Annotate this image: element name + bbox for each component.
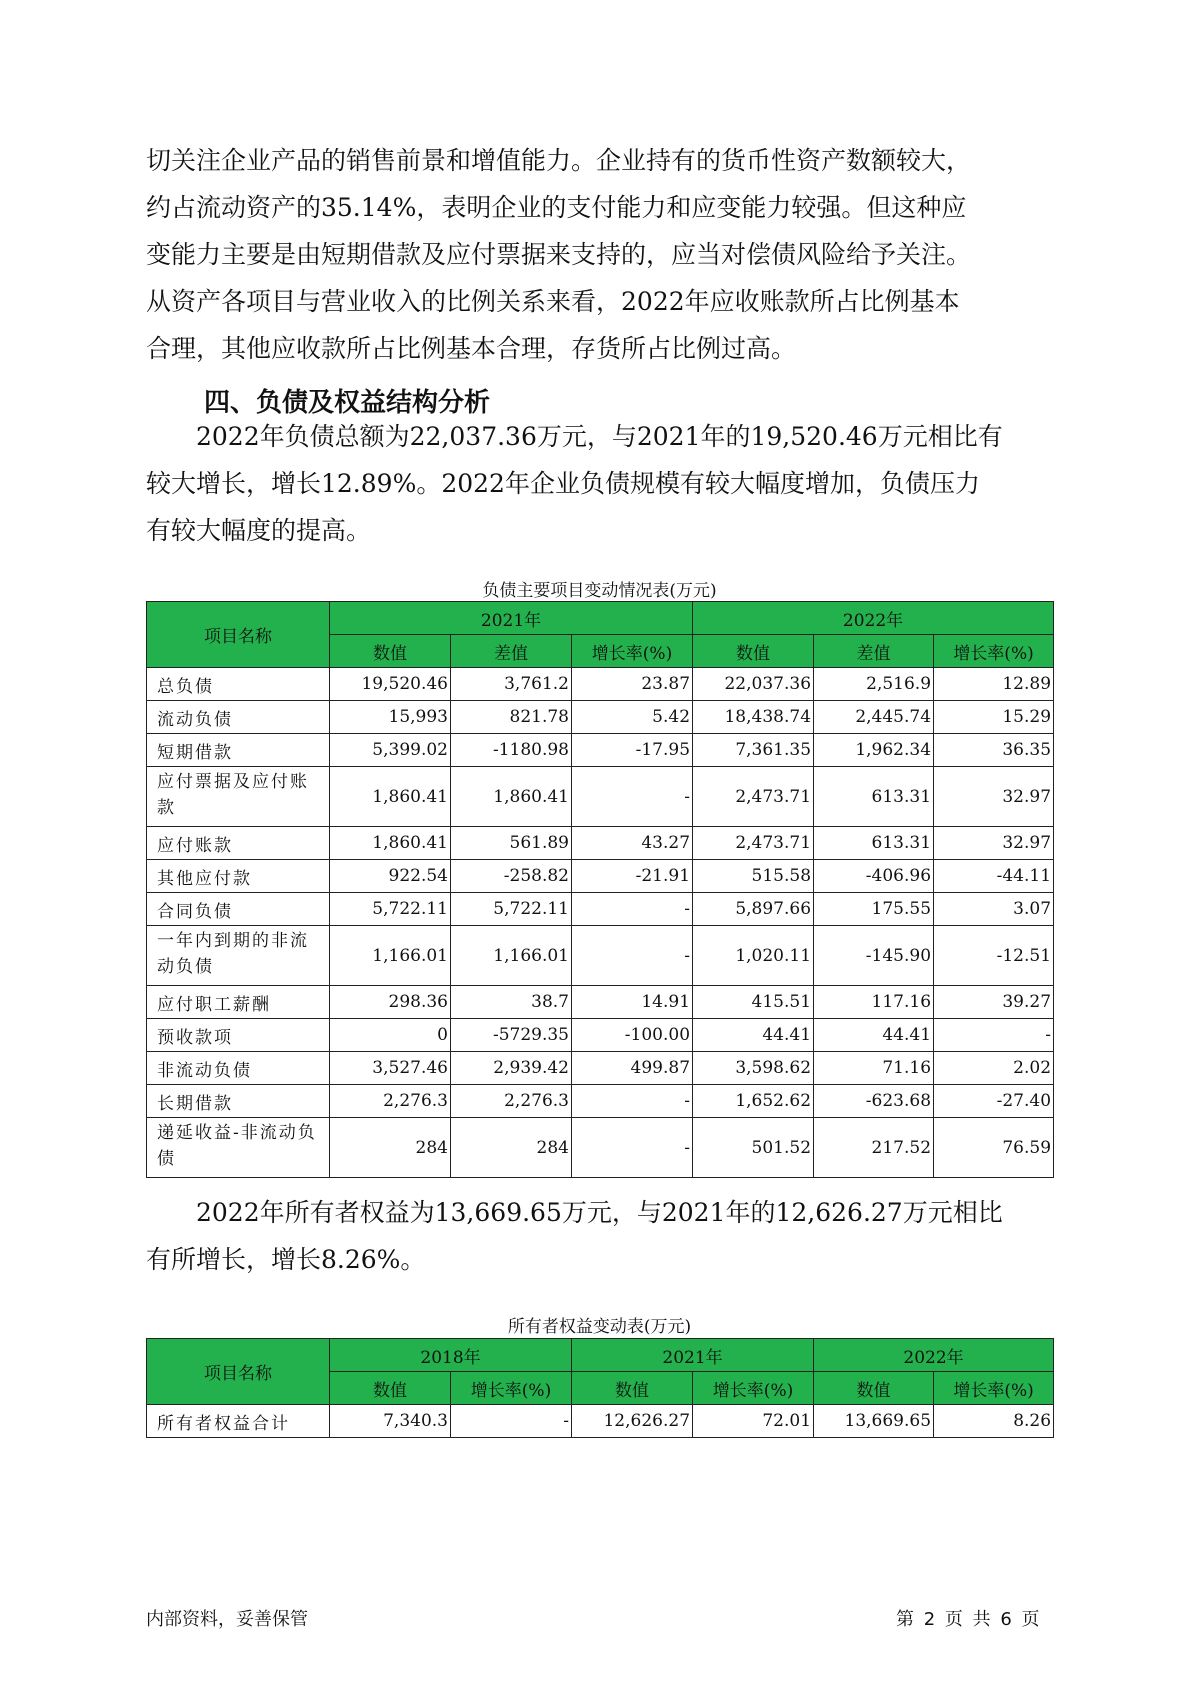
table-cell: 0 — [330, 1019, 451, 1052]
table-cell: 38.7 — [451, 986, 572, 1019]
table-cell: 22,037.36 — [693, 668, 814, 701]
table-cell: - — [572, 1085, 693, 1118]
table-cell: 1,020.11 — [693, 926, 814, 986]
table-cell: 515.58 — [693, 860, 814, 893]
table-cell: 15,993 — [330, 701, 451, 734]
subheader: 差值 — [814, 635, 934, 668]
column-header-name: 项目名称 — [147, 1339, 330, 1405]
paragraph-line: 2022年负债总额为22,037.36万元，与2021年的19,520.46万元相比有 — [196, 422, 1003, 451]
section-heading: 四、负债及权益结构分析 — [204, 388, 491, 418]
table-cell: -623.68 — [814, 1085, 934, 1118]
table-cell: 175.55 — [814, 893, 934, 926]
row-label: 应付票据及应付账款 — [147, 767, 330, 827]
year-header: 2022年 — [814, 1339, 1054, 1372]
table-cell: 12,626.27 — [572, 1405, 693, 1438]
subheader: 增长率(%) — [934, 635, 1054, 668]
table-cell: 415.51 — [693, 986, 814, 1019]
table-cell: 613.31 — [814, 767, 934, 827]
table-cell: 922.54 — [330, 860, 451, 893]
table-cell: 1,166.01 — [451, 926, 572, 986]
table-cell: -21.91 — [572, 860, 693, 893]
liability-table — [146, 601, 1054, 1178]
table-cell: 499.87 — [572, 1052, 693, 1085]
table-cell: 5,722.11 — [330, 893, 451, 926]
table-cell: - — [572, 926, 693, 986]
table-cell: -1180.98 — [451, 734, 572, 767]
year-header: 2021年 — [572, 1339, 814, 1372]
table-cell: 76.59 — [934, 1118, 1054, 1178]
paragraph-line: 有所增长，增长8.26%。 — [146, 1245, 426, 1274]
table-cell: 32.97 — [934, 827, 1054, 860]
table-cell: -27.40 — [934, 1085, 1054, 1118]
table-cell: 44.41 — [693, 1019, 814, 1052]
table-cell: - — [572, 767, 693, 827]
table-cell: 1,860.41 — [330, 827, 451, 860]
subheader: 增长率(%) — [572, 635, 693, 668]
liability-paragraph — [146, 413, 1046, 554]
table-cell: 298.36 — [330, 986, 451, 1019]
paragraph-line: 约占流动资产的35.14%，表明企业的支付能力和应变能力较强。但这种应 — [146, 193, 967, 222]
table-cell: 501.52 — [693, 1118, 814, 1178]
table-cell: -5729.35 — [451, 1019, 572, 1052]
row-label: 长期借款 — [147, 1085, 330, 1118]
table-cell: 13,669.65 — [814, 1405, 934, 1438]
table-cell: 3,598.62 — [693, 1052, 814, 1085]
table-cell: -44.11 — [934, 860, 1054, 893]
table-cell: 2,939.42 — [451, 1052, 572, 1085]
table-cell: 561.89 — [451, 827, 572, 860]
column-header-name: 项目名称 — [147, 602, 330, 668]
table-caption: 所有者权益变动表(万元) — [507, 1317, 692, 1337]
table-cell: 117.16 — [814, 986, 934, 1019]
table-cell: 44.41 — [814, 1019, 934, 1052]
subheader: 数值 — [693, 635, 814, 668]
table-cell: 14.91 — [572, 986, 693, 1019]
table-cell: - — [451, 1405, 572, 1438]
row-label: 非流动负债 — [147, 1052, 330, 1085]
table-row — [147, 767, 1054, 827]
equity-paragraph — [146, 1189, 1046, 1283]
row-label: 流动负债 — [147, 701, 330, 734]
table-cell: 72.01 — [693, 1405, 814, 1438]
table-cell: 23.87 — [572, 668, 693, 701]
table-cell: 284 — [330, 1118, 451, 1178]
table-cell: 284 — [451, 1118, 572, 1178]
table-row — [147, 668, 1054, 701]
table-cell: 15.29 — [934, 701, 1054, 734]
table-row — [147, 701, 1054, 734]
paragraph-line: 合理，其他应收款所占比例基本合理，存货所占比例过高。 — [146, 334, 797, 363]
year-header: 2022年 — [693, 602, 1054, 635]
table-cell: 7,340.3 — [330, 1405, 451, 1438]
subheader: 增长率(%) — [934, 1372, 1054, 1405]
table-caption: 负债主要项目变动情况表(万元) — [482, 581, 717, 601]
row-label: 短期借款 — [147, 734, 330, 767]
table-cell: 3,761.2 — [451, 668, 572, 701]
table-cell: 12.89 — [934, 668, 1054, 701]
table-row — [147, 893, 1054, 926]
table-row — [147, 986, 1054, 1019]
row-label: 其他应付款 — [147, 860, 330, 893]
subheader: 数值 — [330, 635, 451, 668]
equity-table — [146, 1338, 1054, 1438]
subheader: 数值 — [330, 1372, 451, 1405]
table-cell: 821.78 — [451, 701, 572, 734]
paragraph-line: 2022年所有者权益为13,669.65万元，与2021年的12,626.27万元相比 — [196, 1198, 1003, 1227]
table-cell: 217.52 — [814, 1118, 934, 1178]
table-cell: 7,361.35 — [693, 734, 814, 767]
year-header: 2021年 — [330, 602, 693, 635]
table-cell: 2,445.74 — [814, 701, 934, 734]
table-row — [147, 1052, 1054, 1085]
table-cell: 2,473.71 — [693, 827, 814, 860]
table-row — [147, 827, 1054, 860]
table-row — [147, 926, 1054, 986]
paragraph-line: 切关注企业产品的销售前景和增值能力。企业持有的货币性资产数额较大， — [146, 146, 972, 175]
table-cell: 2,276.3 — [451, 1085, 572, 1118]
paragraph-line: 变能力主要是由短期借款及应付票据来支持的，应当对偿债风险给予关注。 — [146, 240, 972, 269]
row-label: 预收款项 — [147, 1019, 330, 1052]
table-cell: 3.07 — [934, 893, 1054, 926]
table-body — [147, 668, 1054, 1178]
table-cell: 5,722.11 — [451, 893, 572, 926]
table-cell: - — [572, 1118, 693, 1178]
table-cell: 2.02 — [934, 1052, 1054, 1085]
row-label: 总负债 — [147, 668, 330, 701]
table-cell: -145.90 — [814, 926, 934, 986]
row-label: 应付账款 — [147, 827, 330, 860]
table-cell: 1,652.62 — [693, 1085, 814, 1118]
subheader: 增长率(%) — [451, 1372, 572, 1405]
subheader: 增长率(%) — [693, 1372, 814, 1405]
row-label: 一年内到期的非流动负债 — [147, 926, 330, 986]
table-row — [147, 1405, 1054, 1438]
table-row — [147, 860, 1054, 893]
row-label: 应付职工薪酬 — [147, 986, 330, 1019]
table-cell: 613.31 — [814, 827, 934, 860]
table-cell: - — [572, 893, 693, 926]
paragraph-line: 有较大幅度的提高。 — [146, 516, 372, 545]
table-cell: 1,166.01 — [330, 926, 451, 986]
table-cell: 8.26 — [934, 1405, 1054, 1438]
table-cell: 1,860.41 — [330, 767, 451, 827]
row-label: 合同负债 — [147, 893, 330, 926]
table-cell: 43.27 — [572, 827, 693, 860]
table-cell: 18,438.74 — [693, 701, 814, 734]
table-cell: -17.95 — [572, 734, 693, 767]
table-cell: 2,473.71 — [693, 767, 814, 827]
paragraph-line: 从资产各项目与营业收入的比例关系来看，2022年应收账款所占比例基本 — [146, 287, 960, 316]
table-cell: -258.82 — [451, 860, 572, 893]
footer-confidential-note: 内部资料，妥善保管 — [146, 1609, 308, 1630]
table-cell: -12.51 — [934, 926, 1054, 986]
table-cell: 3,527.46 — [330, 1052, 451, 1085]
row-label: 递延收益-非流动负债 — [147, 1118, 330, 1178]
table-row — [147, 1085, 1054, 1118]
table-cell: 5,399.02 — [330, 734, 451, 767]
table-cell: 1,962.34 — [814, 734, 934, 767]
table-cell: -406.96 — [814, 860, 934, 893]
table-body — [147, 1405, 1054, 1438]
table-row — [147, 1019, 1054, 1052]
table-cell: -100.00 — [572, 1019, 693, 1052]
table-cell: 39.27 — [934, 986, 1054, 1019]
table-cell: 1,860.41 — [451, 767, 572, 827]
table-cell: 32.97 — [934, 767, 1054, 827]
table-cell: 71.16 — [814, 1052, 934, 1085]
page-number: 第 2 页 共 6 页 — [896, 1609, 1040, 1630]
subheader: 数值 — [814, 1372, 934, 1405]
table-cell: 2,516.9 — [814, 668, 934, 701]
subheader: 差值 — [451, 635, 572, 668]
table-cell: 5,897.66 — [693, 893, 814, 926]
table-cell: 2,276.3 — [330, 1085, 451, 1118]
row-label: 所有者权益合计 — [147, 1405, 330, 1438]
subheader: 数值 — [572, 1372, 693, 1405]
table-row — [147, 1118, 1054, 1178]
table-row — [147, 734, 1054, 767]
table-cell: - — [934, 1019, 1054, 1052]
table-cell: 36.35 — [934, 734, 1054, 767]
intro-paragraph — [146, 137, 1046, 372]
table-cell: 19,520.46 — [330, 668, 451, 701]
paragraph-line: 较大增长，增长12.89%。2022年企业负债规模有较大幅度增加，负债压力 — [146, 469, 980, 498]
table-cell: 5.42 — [572, 701, 693, 734]
year-header: 2018年 — [330, 1339, 572, 1372]
